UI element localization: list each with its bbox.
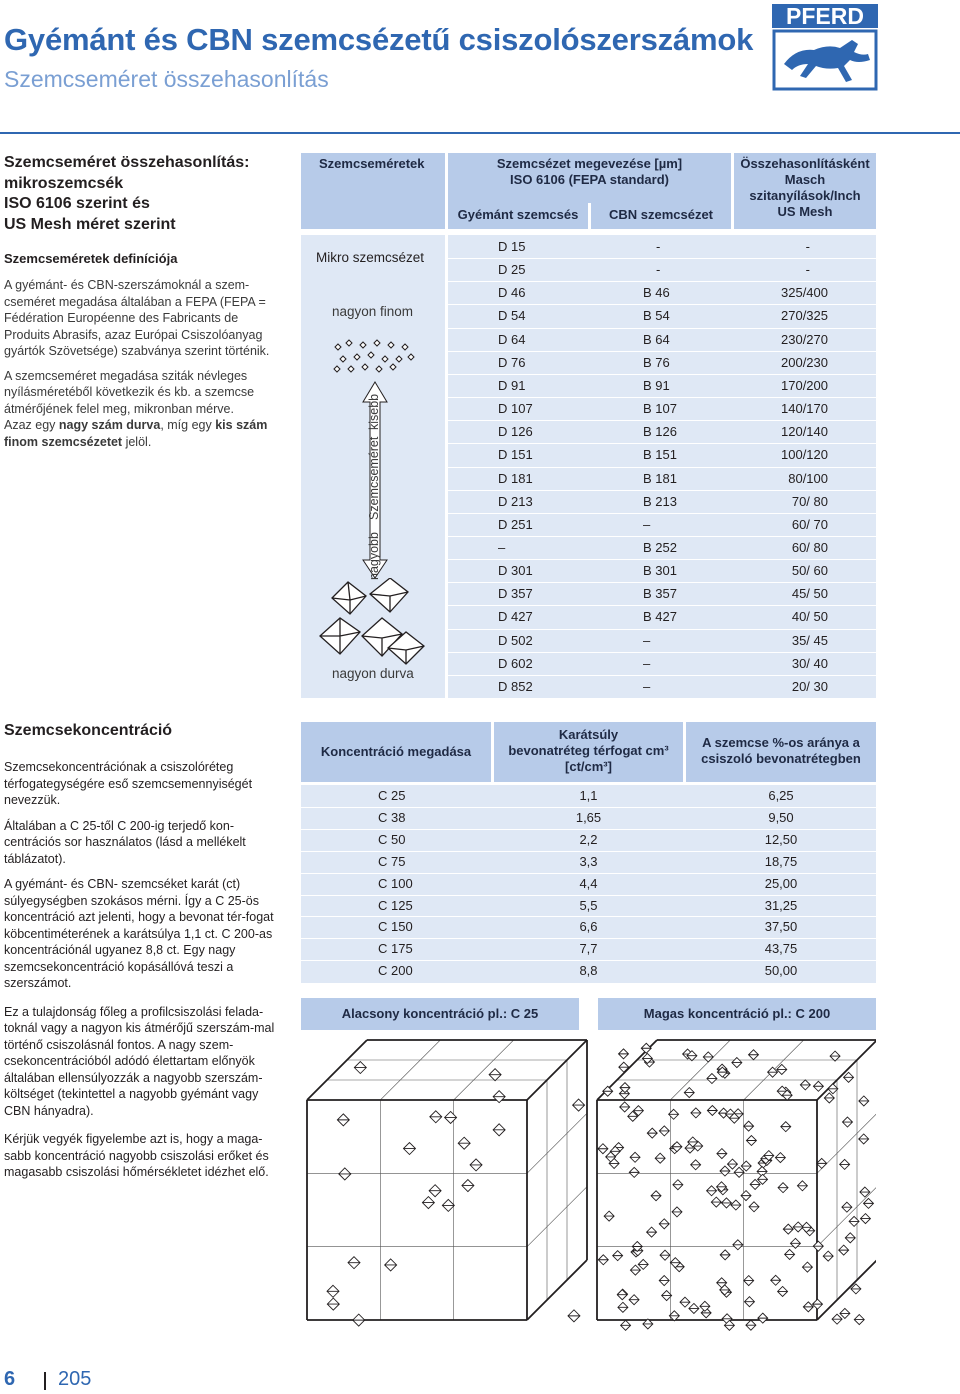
section2-body bbox=[4, 759, 286, 1189]
diamond-cell: – bbox=[498, 539, 506, 555]
paragraph: Ez a tulajdonság főleg a profilcsiszolási felada-toknál vagy a nagyon kis átmérőjű szerszám-mal történő csiszolásnál fontos. A nagy szem-csekoncentrációból adódó élettartam előnyök általában ellensúlyozzák a nagyobb szerszám-költséget (tekintettel a nagyobb gyémánt vagy CBN hányadra). bbox=[4, 1004, 275, 1118]
carat-cell: 6,6 bbox=[579, 919, 598, 935]
carat-cell: 2,2 bbox=[579, 831, 598, 847]
percent-cell: 37,50 bbox=[764, 919, 798, 935]
section-number: 6 bbox=[4, 1368, 16, 1390]
percent-cell: 12,50 bbox=[764, 831, 798, 847]
page-title: Gyémánt és CBN szemcsézetű csiszolószerszámok bbox=[4, 22, 754, 57]
concentration-cell: C 100 bbox=[378, 875, 413, 891]
definition-title: Szemcseméretek definíciója bbox=[4, 251, 178, 266]
cbn-cell: B 151 bbox=[643, 447, 677, 463]
percent-cell: 50,00 bbox=[764, 963, 798, 979]
cbn-cell: B 301 bbox=[643, 563, 677, 579]
paragraph: A gyémánt- és CBN-szerszámoknál a szem-cseméret megadása általában a FEPA (FEPA = Fédération Européenne des Fabricants de Produits Abrasifs, azaz Európai Csiszolóanyag gyártók Szövetsége) szabványa szerint történik. bbox=[4, 278, 270, 358]
mesh-cell: 270/325 bbox=[781, 308, 828, 324]
header-iso: Szemcsézet megevezése [µm] ISO 6106 (FEPA standard) Gyémánt szemcsés CBN szemcsézet bbox=[448, 153, 731, 229]
percent-cell: 18,75 bbox=[764, 853, 798, 869]
cbn-cell: - bbox=[656, 262, 661, 278]
cbn-cell: – bbox=[643, 632, 651, 648]
diamond-cell: D 301 bbox=[498, 563, 533, 579]
mesh-cell: 140/170 bbox=[781, 401, 828, 417]
paragraph: Azaz egy nagy szám durva, míg egy kis szám finom szemcsézetet jelöl. bbox=[4, 418, 268, 449]
header-diamond: Gyémánt szemcsés bbox=[457, 207, 579, 222]
fine-grains-illustration bbox=[330, 334, 420, 374]
section2-title: Szemcsekoncentráció bbox=[4, 722, 173, 739]
section1-title: Szemcseméret összehasonlítás: mikroszemcsék ISO 6106 szerint és US Mesh méret szerint bbox=[4, 154, 250, 233]
concentration-cell: C 25 bbox=[378, 788, 406, 803]
header-cbn: CBN szemcsézet bbox=[608, 207, 714, 222]
diamond-cell: D 213 bbox=[498, 493, 533, 509]
carat-cell: 1,1 bbox=[579, 788, 598, 803]
diamond-cell: D 91 bbox=[498, 377, 526, 393]
carat-cell: 5,5 bbox=[579, 897, 598, 913]
percent-cell: 9,50 bbox=[768, 809, 794, 825]
diamond-cell: D 107 bbox=[498, 401, 533, 417]
high-concentration-label: Magas koncentráció pl.: C 200 bbox=[598, 998, 876, 1030]
mesh-cell: 100/120 bbox=[781, 447, 828, 463]
diamond-cell: D 25 bbox=[498, 262, 526, 278]
mesh-cell: 30/ 40 bbox=[791, 655, 828, 671]
header-rule bbox=[0, 132, 960, 134]
cbn-cell: B 76 bbox=[643, 354, 670, 370]
concentration-cell: C 175 bbox=[378, 941, 413, 957]
diamond-cell: D 181 bbox=[498, 470, 533, 486]
section1-body bbox=[4, 277, 286, 458]
mesh-cell: 120/140 bbox=[781, 424, 828, 440]
cbn-cell: - bbox=[656, 239, 661, 254]
concentration-cell: C 200 bbox=[378, 963, 413, 979]
header-mesh: Összehasonlításként Masch szitanyílások/Inch US Mesh bbox=[734, 153, 876, 229]
low-concentration-label: Alacsony koncentráció pl.: C 25 bbox=[301, 998, 579, 1030]
diamond-cell: D 46 bbox=[498, 285, 526, 301]
diamond-cell: D 76 bbox=[498, 354, 526, 370]
mesh-cell: 45/ 50 bbox=[791, 586, 828, 602]
percent-cell: 31,25 bbox=[764, 897, 798, 913]
mesh-cell: 50/ 60 bbox=[791, 563, 828, 579]
carat-cell: 7,7 bbox=[579, 941, 598, 957]
diamond-cell: D 852 bbox=[498, 678, 533, 694]
micro-label: Mikro szemcsézet bbox=[316, 250, 425, 265]
pferd-logo bbox=[772, 4, 878, 92]
page-subtitle: Szemcseméret összehasonlítás bbox=[4, 66, 329, 92]
concentration-cell: C 125 bbox=[378, 897, 413, 913]
carat-cell: 1,65 bbox=[575, 809, 602, 825]
cbn-cell: B 252 bbox=[643, 539, 677, 555]
mesh-cell: - bbox=[805, 262, 810, 278]
mesh-cell: 20/ 30 bbox=[791, 678, 828, 694]
diamond-cell: D 126 bbox=[498, 424, 533, 440]
cbn-cell: B 357 bbox=[643, 586, 677, 602]
carat-cell: 4,4 bbox=[579, 875, 598, 891]
paragraph: Szemcsekoncentrációnak a csiszolóréteg térfogategységére eső szemcsemennyiségét nevezzük. bbox=[4, 760, 253, 807]
coarse-grains-illustration bbox=[318, 578, 428, 666]
smaller-label: kisebb bbox=[367, 393, 381, 430]
header-concentration: Koncentráció megadása bbox=[301, 722, 491, 782]
header-grain-sizes: Szemcseméretek bbox=[301, 153, 445, 229]
cbn-cell: B 427 bbox=[643, 609, 677, 625]
paragraph: Kérjük vegyék figyelembe azt is, hogy a maga-sabb koncentráció nagyobb csiszolási erőket és magasabb csiszolási hőmérsékletet idézhet elő. bbox=[4, 1132, 269, 1179]
cbn-cell: B 213 bbox=[643, 493, 677, 509]
fine-label: nagyon finom bbox=[332, 304, 414, 319]
mesh-cell: 60/ 70 bbox=[791, 516, 828, 532]
diamond-cell: D 54 bbox=[498, 308, 526, 324]
concentration-cell: C 50 bbox=[378, 831, 406, 847]
cube-illustration bbox=[301, 1034, 876, 1334]
coarse-label: nagyon durva bbox=[332, 666, 414, 681]
header-percent: A szemcse %-os aránya a csiszoló bevonatrétegben bbox=[686, 722, 876, 782]
cbn-cell: B 54 bbox=[643, 308, 670, 324]
cbn-cell: – bbox=[643, 678, 651, 694]
percent-cell: 43,75 bbox=[764, 941, 798, 957]
cbn-cell: B 91 bbox=[643, 377, 670, 393]
diamond-cell: D 427 bbox=[498, 609, 533, 625]
cbn-cell: B 126 bbox=[643, 424, 677, 440]
mesh-cell: 170/200 bbox=[781, 377, 828, 393]
footer-separator bbox=[44, 1372, 46, 1390]
mesh-cell: - bbox=[805, 239, 810, 254]
mesh-cell: 230/270 bbox=[781, 331, 828, 347]
paragraph: A gyémánt- és CBN- szemcséket karát (ct) súlyegységben szokásos mérni. Így a C 25-ös koncentráció azt jelenti, hogy a bevonat tér-fogat köbcentiméterének a karátsúlya 1,1 ct. C 200-as koncentrációnál ugyanez 8,8 ct. Egy nagy szemcsekoncentráció kopásállóvá teszi a szerszámot. bbox=[4, 877, 274, 990]
percent-cell: 6,25 bbox=[768, 788, 794, 803]
diamond-cell: D 602 bbox=[498, 655, 533, 671]
concentration-cell: C 150 bbox=[378, 919, 413, 935]
cbn-cell: – bbox=[643, 655, 651, 671]
cbn-cell: B 64 bbox=[643, 331, 670, 347]
mesh-cell: 70/ 80 bbox=[791, 493, 828, 509]
diamond-cell: D 357 bbox=[498, 586, 533, 602]
diamond-cell: D 151 bbox=[498, 447, 533, 463]
paragraph: A szemcseméret megadása sziták névleges nyílásméretéből következik és kb. a szemcse átmérőjének felel meg, mikronban mérve. bbox=[4, 368, 255, 416]
mesh-cell: 60/ 80 bbox=[791, 539, 828, 555]
logo-text: PFERD bbox=[786, 4, 864, 29]
cbn-cell: B 46 bbox=[643, 285, 670, 301]
larger-label: nagyobb bbox=[367, 532, 381, 580]
mesh-cell: 40/ 50 bbox=[791, 609, 828, 625]
header-carat: Karátsúly bevonatréteg térfogat cm³ [ct/cm³] bbox=[494, 722, 683, 782]
carat-cell: 8,8 bbox=[579, 963, 598, 979]
cbn-cell: B 107 bbox=[643, 401, 677, 417]
mesh-cell: 200/230 bbox=[781, 354, 828, 370]
mesh-cell: 325/400 bbox=[781, 285, 828, 301]
carat-cell: 3,3 bbox=[579, 853, 598, 869]
diamond-cell: D 502 bbox=[498, 632, 533, 648]
diamond-cell: D 64 bbox=[498, 331, 526, 347]
mesh-cell: 80/100 bbox=[788, 470, 828, 486]
page-number: 205 bbox=[58, 1368, 92, 1390]
mesh-cell: 35/ 45 bbox=[791, 632, 828, 648]
concentration-cell: C 75 bbox=[378, 853, 406, 869]
cbn-cell: B 181 bbox=[643, 470, 677, 486]
axis-label: Szemcseméret bbox=[367, 436, 381, 520]
percent-cell: 25,00 bbox=[764, 875, 798, 891]
cbn-cell: – bbox=[643, 516, 651, 532]
diamond-cell: D 15 bbox=[498, 239, 526, 254]
concentration-cell: C 38 bbox=[378, 809, 406, 825]
diamond-cell: D 251 bbox=[498, 516, 533, 532]
paragraph: Általában a C 25-től C 200-ig terjedő kon-centrációs sor használatos (lásd a mellékelt táblázatot). bbox=[4, 818, 246, 866]
